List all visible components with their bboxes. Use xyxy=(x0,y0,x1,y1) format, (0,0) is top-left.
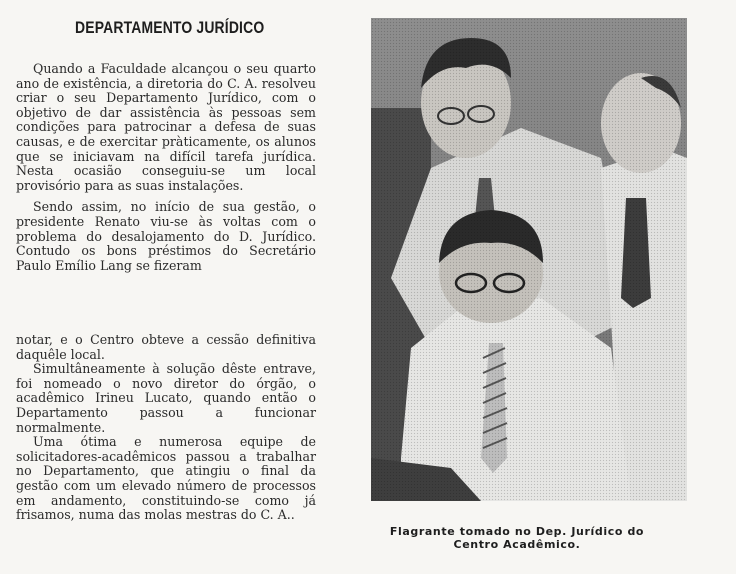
caption-line: Flagrante tomado no Dep. Jurídico do xyxy=(389,525,645,538)
photograph xyxy=(371,18,687,501)
article-column-top xyxy=(16,62,316,280)
paragraph: Uma ótima e numerosa equipe de solicitadores-acadêmicos passou a trabalhar no Departamento, que atingiu o final da gestão com um elevado número de processos em andamento, constituindo-se como já frisamos, numa das molas mestras do C. A.. xyxy=(16,434,316,523)
article-heading: DEPARTAMENTO JURÍDICO xyxy=(75,18,265,37)
photo-caption xyxy=(352,525,682,551)
paragraph: Simultâneamente à solução dêste entrave, foi nomeado o novo diretor do órgão, o acadêmico Irineu Lucato, quando então o Departamento passou a funcionar normalmente. xyxy=(16,361,316,435)
article-column-bottom xyxy=(16,333,316,530)
photo-illustration xyxy=(371,18,687,501)
caption-line: Centro Acadêmico. xyxy=(453,538,581,551)
paragraph: Sendo assim, no início de sua gestão, o presidente Renato viu-se às voltas com o problema do desalojamento do D. Jurídico. Contudo os bons préstimos do Secretário Paulo Emílio Lang se fizeram xyxy=(16,199,316,273)
paragraph: Quando a Faculdade alcançou o seu quarto ano de existência, a diretoria do C. A. resolveu criar o seu Departamento Jurídico, com o objetivo de dar assistência às pessoas sem condições para patrocinar a defesa de suas causas, e de exercitar pràticamente, os alunos que se iniciavam na difícil tarefa jurídica. Nesta ocasião conseguiu-se um local provisório para as suas instalações. xyxy=(16,61,316,193)
paragraph: notar, e o Centro obteve a cessão definitiva daquêle local. xyxy=(16,332,316,362)
